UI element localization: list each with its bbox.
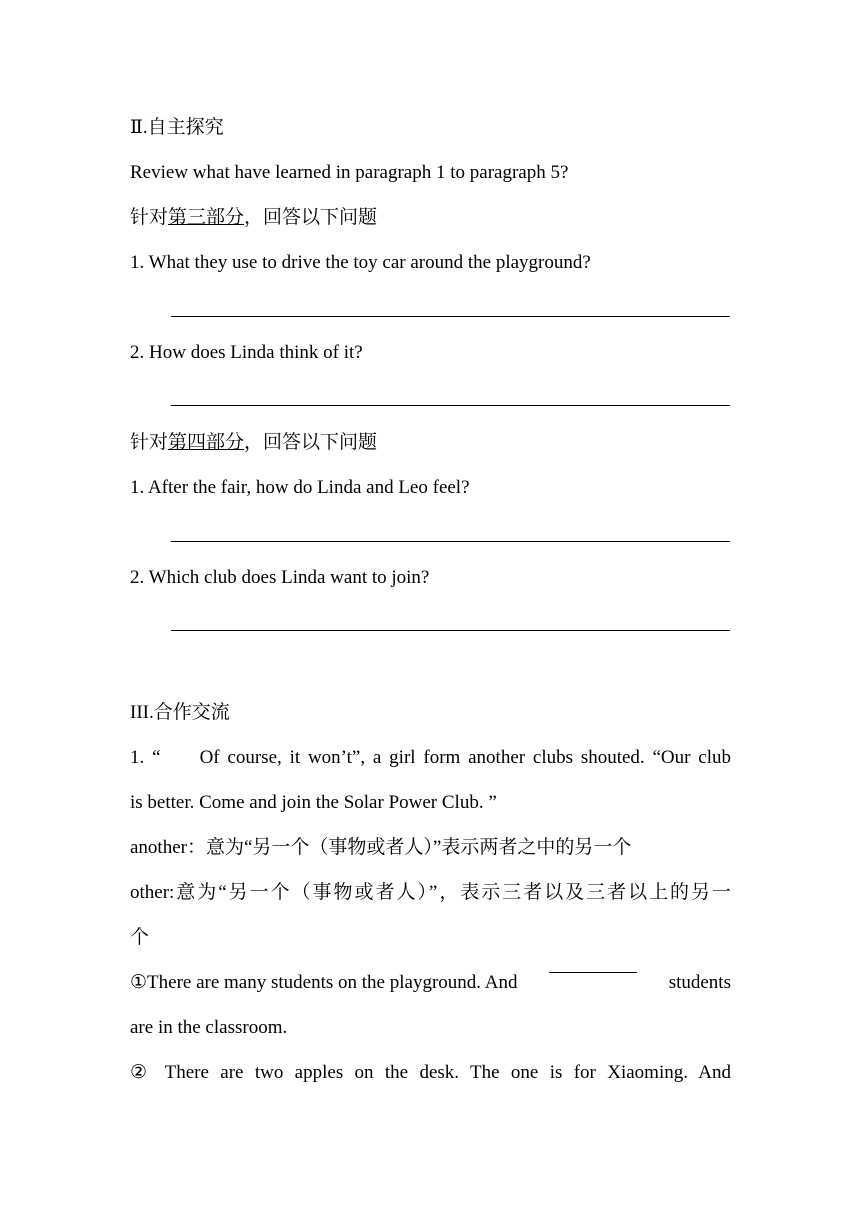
part4-instruction	[130, 431, 377, 455]
exercise-1-start: ①There are many students on the playground. And	[130, 972, 518, 993]
instruction-prefix: 针对	[130, 207, 169, 228]
item1-sentence-line1: 1. “ Of course, it won’t”, a girl form another clubs shouted. “Our club	[130, 747, 731, 768]
other-definition-line1: other:意为“另一个（事物或者人）”，表示三者以及三者以上的另一	[130, 882, 731, 903]
fill-blank[interactable]	[549, 971, 637, 973]
another-definition: another：意为“另一个（事物或者人）”表示两者之中的另一个	[130, 837, 632, 858]
exercise-2-line1: ② There are two apples on the desk. The one is for Xiaoming. And	[130, 1062, 731, 1083]
part3-instruction	[130, 206, 377, 230]
exercise-1-line1	[130, 971, 731, 995]
exercise-1-end: students	[668, 972, 731, 993]
part4-question-2: 2. Which club does Linda want to join?	[130, 567, 430, 588]
instruction-suffix: ，回答以下问题	[244, 207, 378, 228]
part3-question-1: 1. What they use to drive the toy car around the playground?	[130, 252, 591, 273]
part3-question-2: 2. How does Linda think of it?	[130, 342, 363, 363]
part4-question-1: 1. After the fair, how do Linda and Leo feel?	[130, 477, 470, 498]
part-label-4: 第四部分	[168, 432, 245, 453]
part-label-3: 第三部分	[168, 207, 245, 228]
other-definition-line2: 个	[130, 927, 150, 948]
section-heading-3: III.合作交流	[130, 702, 230, 723]
instruction-suffix: ，回答以下问题	[244, 432, 378, 453]
exercise-1-line2: are in the classroom.	[130, 1017, 288, 1038]
item1-sentence-line2: is better. Come and join the Solar Power Club. ”	[130, 792, 497, 813]
answer-line[interactable]	[171, 541, 730, 542]
answer-line[interactable]	[171, 316, 730, 317]
review-prompt: Review what have learned in paragraph 1 to paragraph 5?	[130, 162, 569, 183]
instruction-prefix: 针对	[130, 432, 169, 453]
section-heading-2: Ⅱ.自主探究	[130, 117, 224, 138]
answer-line[interactable]	[171, 630, 730, 631]
answer-line[interactable]	[171, 405, 730, 406]
